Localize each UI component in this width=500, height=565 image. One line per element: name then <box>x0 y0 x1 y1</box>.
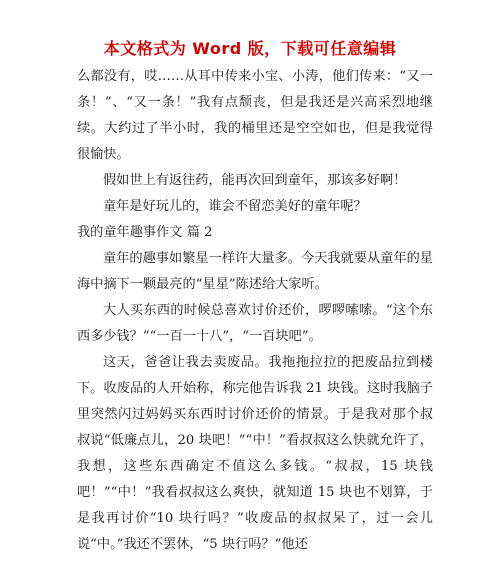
paragraph-6: 这天，爸爸让我去卖废品。我拖拖拉拉的把废品拉到楼下。收废品的人开始称，称完他告诉我 21 块钱。这时我脑子里突然闪过妈妈买东西时讨价还价的情景。于是我对那个叔叔说“低廉点儿，20 块吧！”“中！”看叔叔这么快就允许了，我想，这些东西确定不值这么多钱。“叔叔，15 块钱吧！”“中！”我看叔叔这么爽快，就知道 15 块也不划算，于是我再讨价“10 块行吗？”收废品的叔叔呆了，过一会儿说“中。”我还不罢休，“5 块行吗？”他还 <box>77 355 433 552</box>
paragraph-4: 童年的趣事如繁星一样许大量多。今天我就要从童年的星海中摘下一颗最亮的“星星”陈述给大家听。 <box>77 251 433 292</box>
document-header: 本文格式为 Word 版，下载可任意编辑 <box>103 39 397 58</box>
document-body <box>77 64 433 558</box>
section-title: 我的童年趣事作文 篇 2 <box>77 225 213 240</box>
paragraph-2: 假如世上有返往药，能再次回到童年，那该多好啊！ <box>103 173 407 188</box>
paragraph-3: 童年是好玩儿的，谁会不留恋美好的童年呢？ <box>103 199 367 214</box>
paragraph-1: 么都没有，哎……从耳中传来小宝、小涛，他们传来：“又一条！”、“又一条！”我有点颓丧，但是我还是兴高采烈地继续。大约过了半小时，我的桶里还是空空如也，但是我觉得很愉快。 <box>77 69 433 162</box>
paragraph-5: 大人买东西的时候总喜欢讨价还价，啰啰嗦嗦。“这个东西多少钱？”“一百一十八”，“一百块吧”。 <box>77 303 433 344</box>
